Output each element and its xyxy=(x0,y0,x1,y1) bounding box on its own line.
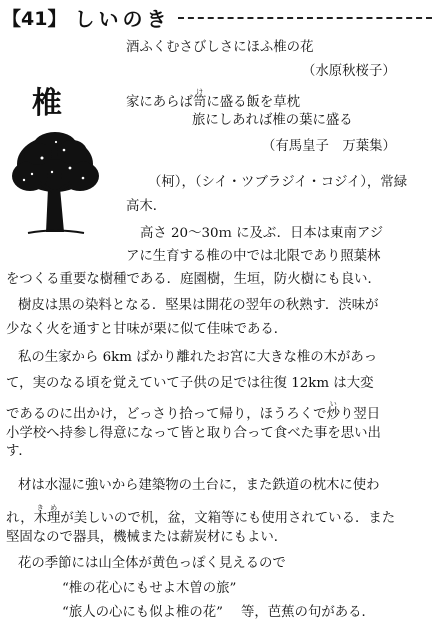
tree-kanji: 椎 xyxy=(32,86,62,121)
poem-1-author: （水原秋桜子） xyxy=(302,64,396,79)
body-line: をつくる重要な樹種である．庭園樹，生垣，防火樹にも良い． xyxy=(6,272,381,287)
body-line: 高さ 20～30ｍ に及ぶ．日本は東南アジ xyxy=(140,226,384,241)
poem-2-author: （有馬皇子 万葉集） xyxy=(262,139,396,154)
tree-illustration-icon xyxy=(8,130,102,240)
body-line: であるのに出かけ，どっさり拾って帰り，ほうろくで炒いり翌日 xyxy=(6,400,381,422)
body-line: “旅人の心にも似よ椎の花” 等，芭蕉の句がある． xyxy=(62,605,375,620)
header-dashed-rule xyxy=(178,17,432,19)
body-line: 材は水湿に強いから建築物の土台に，また鉄道の枕木に使わ xyxy=(18,478,380,493)
body-line: 高木． xyxy=(126,199,167,214)
section-header xyxy=(2,4,432,30)
body-line: 少なく火を通すと甘味が栗に似て佳味である． xyxy=(6,322,288,337)
body-line: す． xyxy=(6,444,32,459)
body-line: アに生育する椎の中では北限であり照葉林 xyxy=(126,249,381,264)
section-number: 【41】 xyxy=(2,7,67,30)
body-line: 小学校へ持参し得意になって皆と取り合って食べた事を思い出 xyxy=(6,426,381,441)
body-line: 堅固なので器具，機械または薪炭材にもよい． xyxy=(6,530,288,545)
body-line: 樹皮は黒の染料となる．堅果は開花の翌年の秋熟す．渋味が xyxy=(18,298,379,313)
body-line: て，実のなる頃を覚えていて子供の足では往復 12km は大変 xyxy=(6,376,374,391)
body-line: 私の生家から 6km ばかり離れたお宮に大きな椎の木があっ xyxy=(18,350,378,365)
poem-2-line-2: 旅にしあれば椎の葉に盛る xyxy=(192,113,353,128)
body-line: （柯），（シイ・ツブラジイ・コジイ），常緑 xyxy=(148,175,408,190)
section-title: しいのき xyxy=(74,6,171,31)
body-line: “椎の花心にもせよ木曽の旅” xyxy=(62,581,237,596)
poem-1: 酒ふくむさびしさにほふ椎の花 xyxy=(126,40,314,55)
poem-2-line-1: 家にあらば笥けに盛る飯を草枕 xyxy=(126,88,301,110)
body-line: 花の季節には山全体が黄色っぽく見えるので xyxy=(18,556,286,571)
body-line: れ，木理きめが美しいので机，盆，文箱等にも使用されている．また xyxy=(6,504,396,526)
